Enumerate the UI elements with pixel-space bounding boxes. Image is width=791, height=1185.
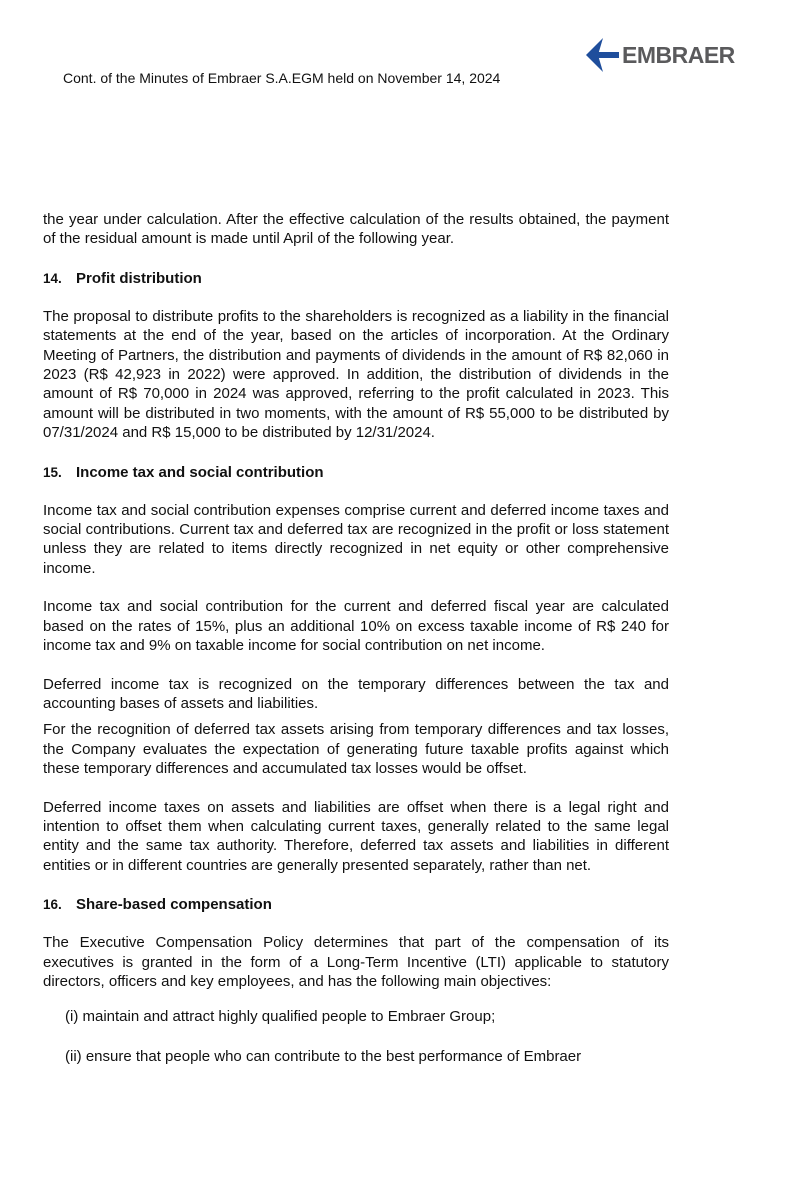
section-14-paragraph: The proposal to distribute profits to the shareholders is recognized as a liability in the financial statements at the end of the year, based on the articles of incorporation. At the Ordinary Meeting of Partners, the distribution and payments of dividends in the amount of R$ 82,060 in 2023 (R$ 42,923 in 2022) were approved. In addition, the distribution of dividends in the amount of R$ 70,000 in 2024 was approved, referring to the profit calculated in 2023. This amount will be distributed in two moments, with the amount of R$ 55,000 to be distributed by 07/31/2024 and R$ 15,000 to be distributed by 12/31/2024. xyxy=(43,307,669,442)
section-title: Profit distribution xyxy=(76,269,202,287)
logo-wordmark: EMBRAER xyxy=(622,42,735,68)
section-15-paragraph: Deferred income tax is recognized on the temporary differences between the tax and accounting bases of assets and liabilities. xyxy=(43,675,669,712)
embraer-arrow-icon xyxy=(585,36,621,74)
section-15-heading xyxy=(43,463,669,482)
section-16-heading xyxy=(43,895,669,914)
section-title: Share-based compensation xyxy=(76,896,272,914)
list-item: (ii) ensure that people who can contribute to the best performance of Embraer xyxy=(65,1047,582,1065)
page-header-title: Cont. of the Minutes of Embraer S.A.EGM held on November 14, 2024 xyxy=(63,70,501,86)
section-14-heading xyxy=(43,269,669,288)
section-15-paragraph: Income tax and social contribution for the current and deferred fiscal year are calculated based on the rates of 15%, plus an additional 10% on excess taxable income of R$ 240 for income tax and 9% on taxable income for social contribution on net income. xyxy=(43,598,669,655)
section-number: 15. xyxy=(43,464,62,480)
intro-paragraph: the year under calculation. After the effective calculation of the results obtained, the payment of the residual amount is made until April of the following year. xyxy=(43,211,669,248)
section-15-paragraph: For the recognition of deferred tax assets arising from temporary differences and tax losses, the Company evaluates the expectation of generating future taxable profits against which these temporary differences and accumulated tax losses would be offset. xyxy=(43,721,669,778)
embraer-logo xyxy=(585,36,780,74)
section-16-paragraph: The Executive Compensation Policy determines that part of the compensation of its executives is granted in the form of a Long-Term Incentive (LTI) applicable to statutory directors, officers and key employees, and has the following main objectives: xyxy=(43,934,669,990)
section-title: Income tax and social contribution xyxy=(76,463,324,481)
document-body xyxy=(43,210,669,1066)
section-number: 16. xyxy=(43,897,62,913)
section-number: 14. xyxy=(43,270,62,286)
section-15-paragraph: Income tax and social contribution expenses comprise current and deferred income taxes and social contributions. Current tax and deferred tax are recognized in the profit or loss statement unless they are related to items directly recognized in net equity or other comprehensive income. xyxy=(43,501,669,577)
section-15-paragraph: Deferred income taxes on assets and liabilities are offset when there is a legal right and intention to offset them when calculating current taxes, generally related to the same legal entity and the same tax authority. Therefore, deferred tax assets and liabilities in different entities or in different countries are generally presented separately, rather than net. xyxy=(43,798,669,874)
list-item: (i) maintain and attract highly qualified people to Embraer Group; xyxy=(65,1008,496,1026)
